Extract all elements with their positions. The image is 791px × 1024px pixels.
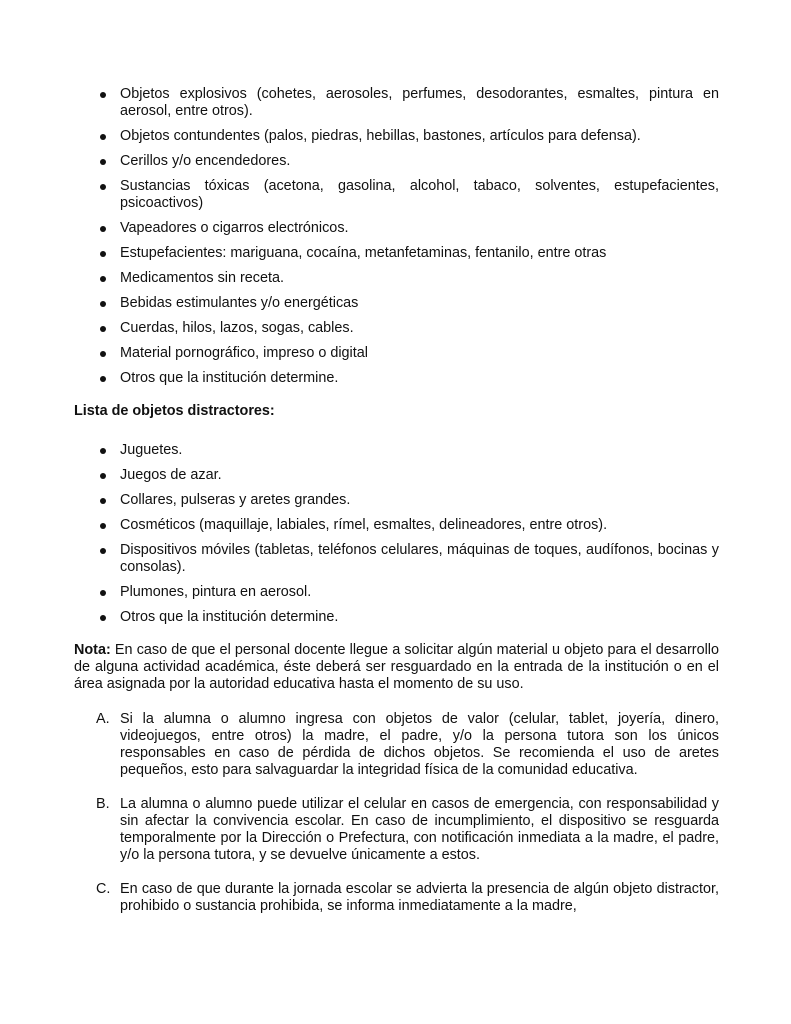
list-item (74, 370, 719, 387)
list-item (74, 320, 719, 337)
bullet-icon (100, 251, 106, 257)
bullet-icon (100, 159, 106, 165)
lettered-item (74, 711, 719, 779)
list-item-text: Sustancias tóxicas (acetona, gasolina, alcohol, tabaco, solventes, estupefacientes, psicoactivos) (120, 178, 719, 211)
list-item (74, 178, 719, 212)
list-item (74, 442, 719, 459)
item-marker: A. (96, 711, 110, 727)
bullet-icon (100, 548, 106, 554)
list-item-text: Dispositivos móviles (tabletas, teléfonos celulares, máquinas de toques, audífonos, bocinas y consolas). (120, 542, 719, 575)
lettered-item-text: Si la alumna o alumno ingresa con objetos de valor (celular, tablet, joyería, dinero, videojuegos, entre otros) la madre, el padre, y/o la persona tutora son los únicos responsables en caso de pérdida de dichos objetos. Se recomienda el uso de aretes pequeños, esto para salvaguardar la integridad física de la comunidad educativa. (120, 711, 719, 778)
list-item (74, 517, 719, 534)
list-item (74, 270, 719, 287)
note-paragraph (74, 642, 719, 693)
lettered-list (74, 711, 719, 932)
list-item-text: Objetos contundentes (palos, piedras, hebillas, bastones, artículos para defensa). (120, 128, 641, 144)
list-item (74, 295, 719, 312)
bullet-icon (100, 498, 106, 504)
distractors-heading: Lista de objetos distractores: (74, 403, 275, 419)
list-item (74, 492, 719, 509)
bullet-icon (100, 301, 106, 307)
list-item-text: Otros que la institución determine. (120, 370, 339, 386)
list-item (74, 542, 719, 576)
list-item-text: Cosméticos (maquillaje, labiales, rímel, esmaltes, delineadores, entre otros). (120, 517, 608, 533)
list-item (74, 467, 719, 484)
lettered-item (74, 881, 719, 915)
list-item-text: Plumones, pintura en aerosol. (120, 584, 312, 600)
list-item-text: Juguetes. (120, 442, 183, 458)
bullet-icon (100, 226, 106, 232)
bullet-icon (100, 473, 106, 479)
list-item (74, 128, 719, 145)
list-item-text: Bebidas estimulantes y/o energéticas (120, 295, 359, 311)
lettered-item (74, 796, 719, 864)
list-item-text: Estupefacientes: mariguana, cocaína, metanfetaminas, fentanilo, entre otras (120, 245, 607, 261)
list-item-text: Objetos explosivos (cohetes, aerosoles, perfumes, desodorantes, esmaltes, pintura en aerosol, entre otros). (120, 86, 719, 119)
bullet-icon (100, 184, 106, 190)
bullet-icon (100, 326, 106, 332)
list-item-text: Cuerdas, hilos, lazos, sogas, cables. (120, 320, 354, 336)
list-item (74, 345, 719, 362)
item-marker: C. (96, 881, 111, 897)
item-marker: B. (96, 796, 110, 812)
bullet-icon (100, 590, 106, 596)
list-item-text: Juegos de azar. (120, 467, 222, 483)
list-item-text: Collares, pulseras y aretes grandes. (120, 492, 351, 508)
note-text: En caso de que el personal docente llegue a solicitar algún material u objeto para el desarrollo de alguna actividad académica, éste deberá ser resguardado en la entrada de la institución o en el área asignada por la autoridad educativa hasta el momento de su uso. (74, 642, 719, 692)
note-label: Nota: (74, 642, 111, 658)
list-item (74, 153, 719, 170)
lettered-item-text: La alumna o alumno puede utilizar el celular en casos de emergencia, con responsabilidad y sin afectar la convivencia escolar. En caso de incumplimiento, el dispositivo se resguarda temporalmente por la Dirección o Prefectura, con notificación inmediata a la madre, el padre, y/o la persona tutora, y se devuelve únicamente a estos. (120, 796, 719, 863)
bullet-icon (100, 523, 106, 529)
bullet-icon (100, 276, 106, 282)
bullet-icon (100, 376, 106, 382)
prohibited-items-list (74, 86, 719, 395)
list-item (74, 584, 719, 601)
list-item-text: Medicamentos sin receta. (120, 270, 284, 286)
bullet-icon (100, 134, 106, 140)
list-item-text: Vapeadores o cigarros electrónicos. (120, 220, 349, 236)
list-item-text: Material pornográfico, impreso o digital (120, 345, 368, 361)
bullet-icon (100, 351, 106, 357)
bullet-icon (100, 448, 106, 454)
lettered-item-text: En caso de que durante la jornada escolar se advierta la presencia de algún objeto distractor, prohibido o sustancia prohibida, se informa inmediatamente a la madre, (120, 881, 719, 914)
bullet-icon (100, 615, 106, 621)
list-item-text: Otros que la institución determine. (120, 609, 339, 625)
bullet-icon (100, 92, 106, 98)
list-item (74, 609, 719, 626)
list-item (74, 86, 719, 120)
distractor-items-list (74, 442, 719, 634)
list-item-text: Cerillos y/o encendedores. (120, 153, 291, 169)
list-item (74, 220, 719, 237)
list-item (74, 245, 719, 262)
